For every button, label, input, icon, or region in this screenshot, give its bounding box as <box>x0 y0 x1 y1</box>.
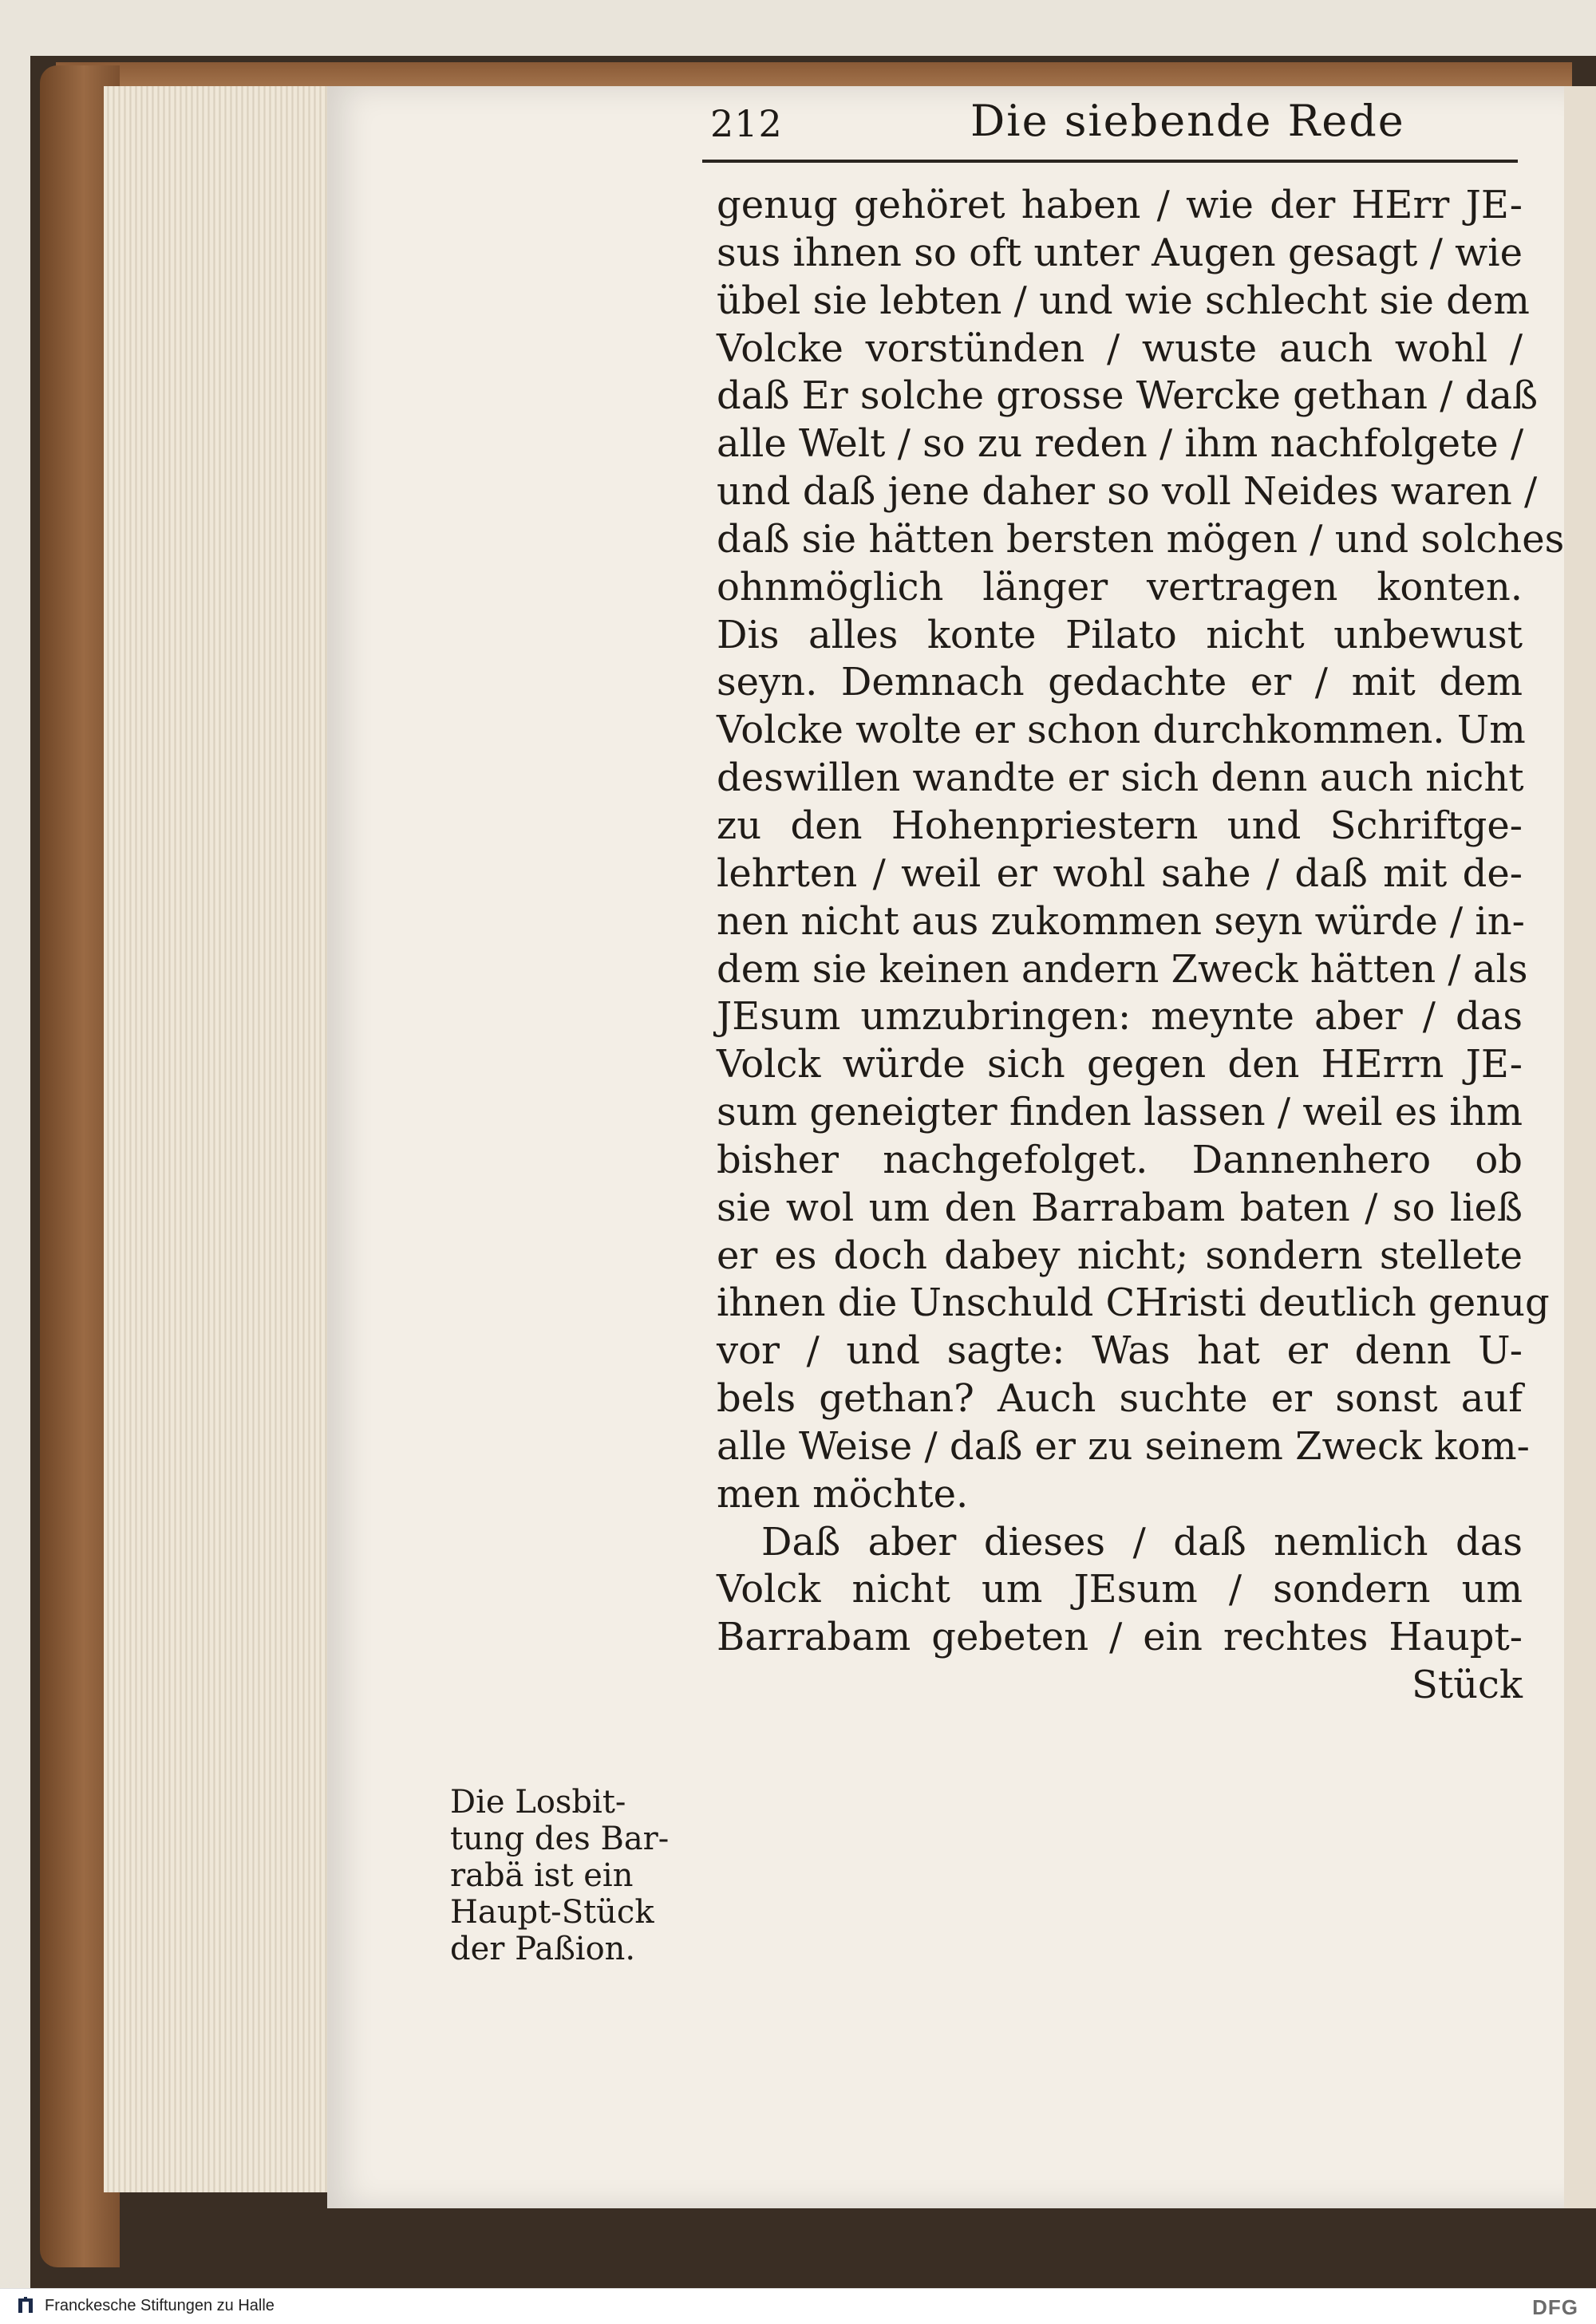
catchword: Stück <box>1411 1663 1523 1708</box>
text-line: er es doch dabey nicht; sondern stellete <box>717 1233 1523 1278</box>
page-edges <box>104 86 335 2192</box>
text-line: bisher nachgefolget. Dannenhero ob <box>717 1137 1523 1182</box>
institution-logo-icon <box>16 2295 35 2316</box>
text-line: und daß jene daher so voll Neides waren / <box>717 469 1538 515</box>
text-line: genug gehöret haben / wie der HErr JE- <box>717 183 1523 227</box>
text-line: seyn. Demnach gedachte er / mit dem <box>717 660 1523 705</box>
text-line: bels gethan? Auch suchte er sonst auf <box>717 1376 1523 1422</box>
text-line: Volcke wolte er schon durchkommen. Um <box>717 708 1526 753</box>
text-line: ihnen die Unschuld CHristi deutlich genug <box>717 1280 1550 1326</box>
viewer-footer <box>0 2288 1596 2324</box>
text-line: sum geneigter finden lassen / weil es ihm <box>717 1090 1523 1135</box>
text-line: übel sie lebten / und wie schlecht sie dem <box>717 278 1530 323</box>
marginal-line: Haupt-Stück <box>450 1894 654 1931</box>
institution-name: Franckesche Stiftungen zu Halle <box>45 2297 275 2314</box>
text-line: sus ihnen so oft unter Augen gesagt / wie <box>717 230 1523 275</box>
text-line: men möchte. <box>717 1471 969 1517</box>
running-head-title: Die siebende Rede <box>970 96 1405 146</box>
page-number: 212 <box>710 102 783 145</box>
text-line: lehrten / weil er wohl sahe / daß mit de- <box>717 850 1523 896</box>
text-line: Dis alles konte Pilato nicht unbewust <box>717 612 1523 657</box>
text-line: nen nicht aus zukommen seyn würde / in- <box>717 898 1525 944</box>
text-line: alle Welt / so zu reden / ihm nachfolgete / <box>717 421 1524 467</box>
marginal-line: tung des Bar- <box>450 1821 670 1857</box>
marginal-line: Die Losbit- <box>450 1784 626 1821</box>
text-line: alle Weise / daß er zu seinem Zweck kom- <box>717 1423 1530 1469</box>
marginal-line: rabä ist ein <box>450 1857 634 1894</box>
text-line: daß sie hätten bersten mögen / und solches <box>717 516 1565 562</box>
text-line: Volck nicht um JEsum / sondern um <box>717 1567 1523 1612</box>
text-line: vor / und sagte: Was hat er denn U- <box>717 1328 1523 1374</box>
text-line: deswillen wandte er sich denn auch nicht <box>717 756 1524 801</box>
text-line: JEsum umzubringen: meynte aber / das <box>717 994 1523 1040</box>
facing-page-edge <box>1564 86 1596 2208</box>
text-line: Barrabam gebeten / ein rechtes Haupt- <box>717 1615 1523 1660</box>
text-line: ohnmöglich länger vertragen konten. <box>717 564 1523 610</box>
text-line: zu den Hohenpriestern und Schriftge- <box>717 803 1523 848</box>
marginal-note <box>450 1784 689 1967</box>
text-line: Volck würde sich gegen den HErrn JE- <box>717 1042 1523 1087</box>
marginal-line: der Paßion. <box>450 1931 636 1967</box>
text-line: daß Er solche grosse Wercke gethan / daß <box>717 373 1539 419</box>
dfg-logo: DFG <box>1532 2295 1578 2319</box>
body-text <box>717 182 1565 1710</box>
text-line: Volcke vorstünden / wuste auch wohl / <box>717 326 1523 371</box>
head-rule <box>702 160 1518 163</box>
text-line: sie wol um den Barrabam baten / so ließ <box>717 1185 1523 1230</box>
text-line: Daß aber dieses / daß nemlich das <box>761 1519 1523 1564</box>
text-line: dem sie keinen andern Zweck hätten / als <box>717 946 1528 992</box>
